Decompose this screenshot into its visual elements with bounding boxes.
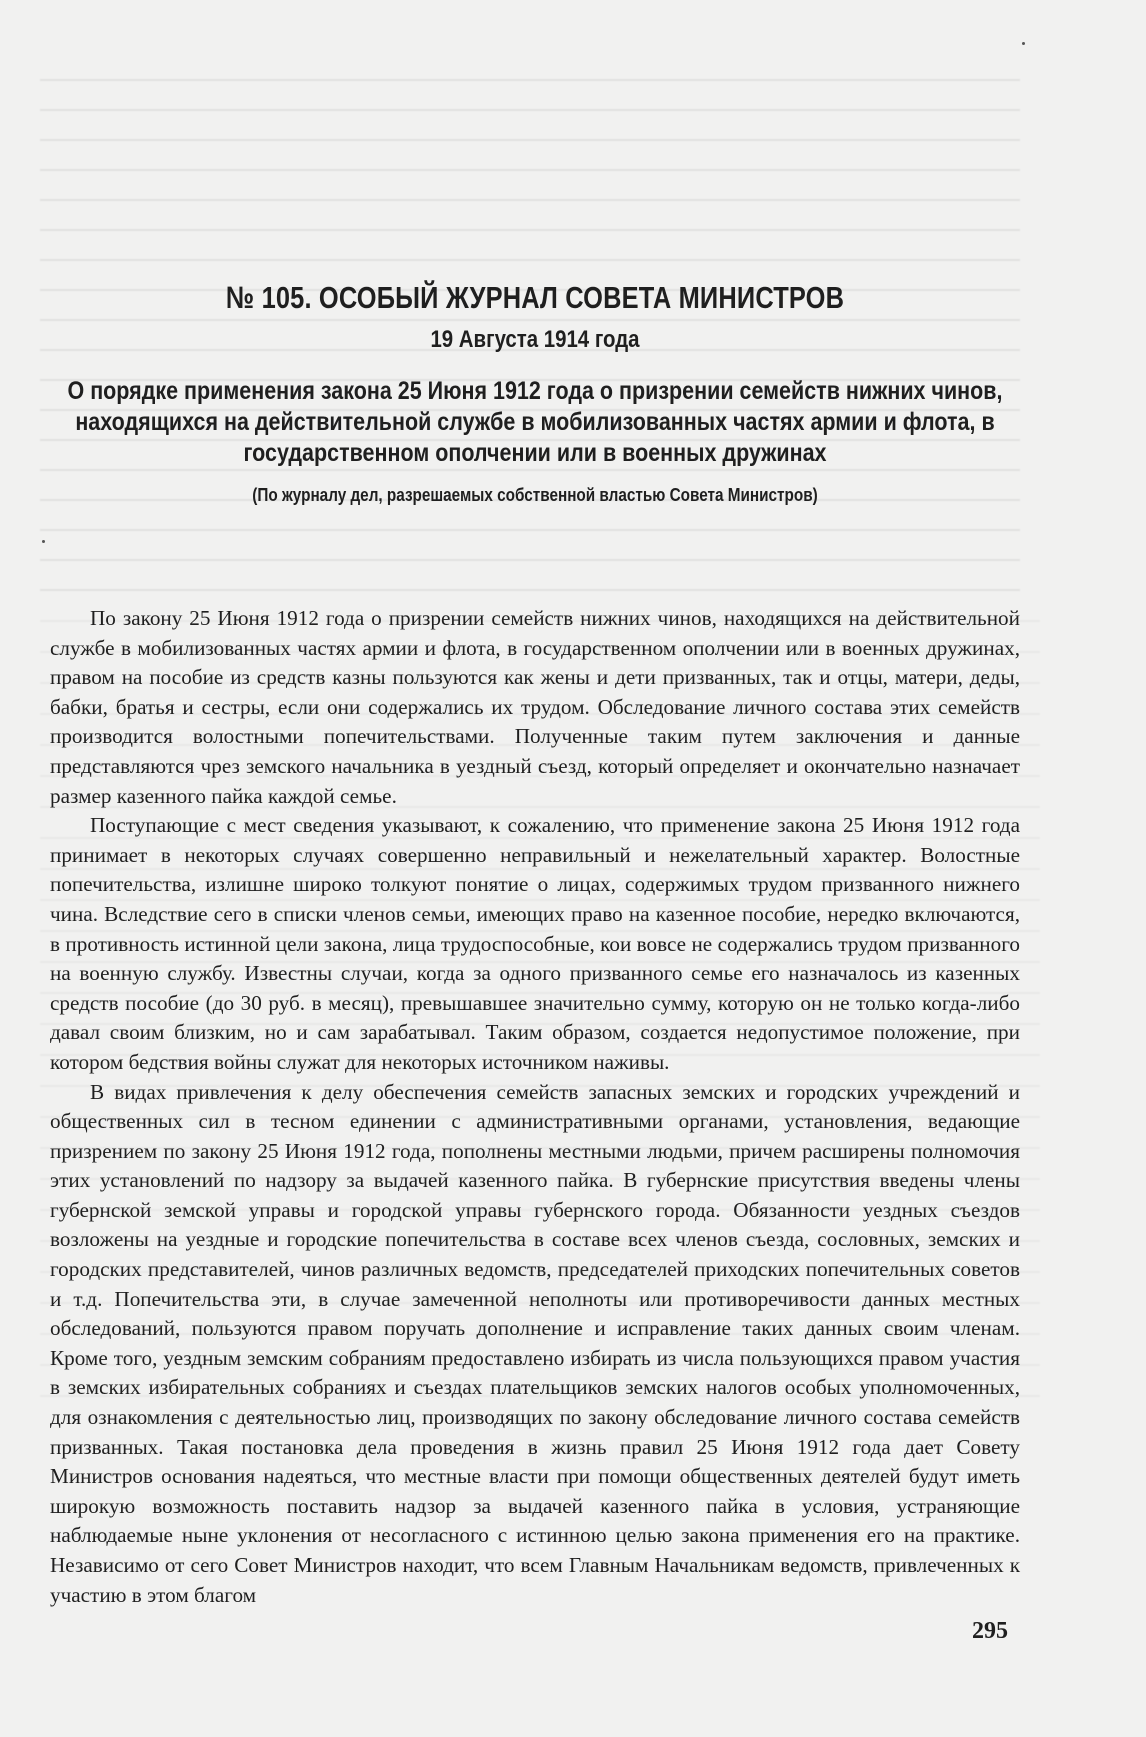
document-body bbox=[50, 604, 1020, 1610]
document-header bbox=[50, 280, 1020, 506]
document-date: 19 Августа 1914 года bbox=[430, 326, 640, 353]
speck bbox=[42, 540, 45, 543]
page-number: 295 bbox=[972, 1618, 1008, 1644]
document-title: № 105. ОСОБЫЙ ЖУРНАЛ СОВЕТА МИНИСТРОВ bbox=[225, 280, 845, 315]
document-subject: О порядке применения закона 25 Июня 1912 года о призрении семейств нижних чинов, находящихся на действительной службе в мобилизованных частях армии и флота, в государственном ополчении или в военных дружинах bbox=[67, 377, 1003, 467]
paragraph-1: По закону 25 Июня 1912 года о призрении семейств нижних чинов, находящихся на действительной службе в мобилизованных частях армии и флота, в государственном ополчении или в военных дружинах, правом на пособие из средств казны пользуются как жены и дети призванных, так и отцы, матери, деды, бабки, братья и сестры, если они содержались их трудом. Обследование личного состава этих семейств производится волостными попечительствами. Полученные таким путем заключения и данные представляются чрез земского начальника в уездный съезд, который определяет и окончательно назначает размер казенного пайка каждой семье. bbox=[50, 606, 1020, 808]
speck bbox=[1022, 42, 1025, 45]
paragraph-2: Поступающие с мест сведения указывают, к сожалению, что применение закона 25 Июня 1912 года принимает в некоторых случаях совершенно неправильный и нежелательный характер. Волостные попечительства, излишне широко толкуют понятие о лицах, содержимых трудом призванного нижнего чина. Вследствие сего в списки членов семьи, имеющих право на казенное пособие, нередко включаются, в противность истинной цели закона, лица трудоспособные, кои вовсе не содержались трудом призванного на военную службу. Известны случаи, когда за одного призванного семье его назначалось из казенных средств пособие (до 30 руб. в месяц), превышавшее значительно сумму, которую он не только когда-либо давал своим близким, но и сам зарабатывал. Таким образом, создается недопустимое положение, при котором бедствия войны служат для некоторых источником наживы. bbox=[50, 813, 1020, 1074]
document-note: (По журналу дел, разрешаемых собственной властью Совета Министров) bbox=[252, 485, 818, 505]
paragraph-3: В видах привлечения к делу обеспечения семейств запасных земских и городских учреждений и общественных сил в тесном единении с административными органами, установления, ведающие призрением по закону 25 Июня 1912 года, пополнены местными людьми, причем расширены полномочия этих установлений по надзору за выдачей казенного пайка. В губернские присутствия введены члены губернской земской управы и городской управы губернского города. Обязанности уездных съездов возложены на уездные и городские попечительства в составе всех членов съезда, сословных, земских и городских представителей, чинов различных ведомств, председателей приходских попечительных советов и т.д. Попечительства эти, в случае замеченной неполноты или противоречивости данных местных обследований, пользуются правом поручать дополнение и исправление таких данных своим членам. Кроме того, уездным земским собраниям предоставлено избирать из числа пользующихся правом участия в земских избирательных собраниях и съездах плательщиков земских налогов особых уполномоченных, для ознакомления с деятельностью лиц, производящих по закону обследование личного состава семейств призванных. Такая постановка дела проведения в жизнь правил 25 Июня 1912 года дает Совету Министров основания надеяться, что местные власти при помощи общественных деятелей будут иметь широкую возможность поставить надзор за выдачей казенного пайка в условия, устраняющие наблюдаемые ныне уклонения от несогласного с истинною целью закона применения его на практике. Независимо от сего Совет Министров находит, что всем Главным Начальникам ведомств, привлеченных к участию в этом благом bbox=[50, 1079, 1020, 1607]
